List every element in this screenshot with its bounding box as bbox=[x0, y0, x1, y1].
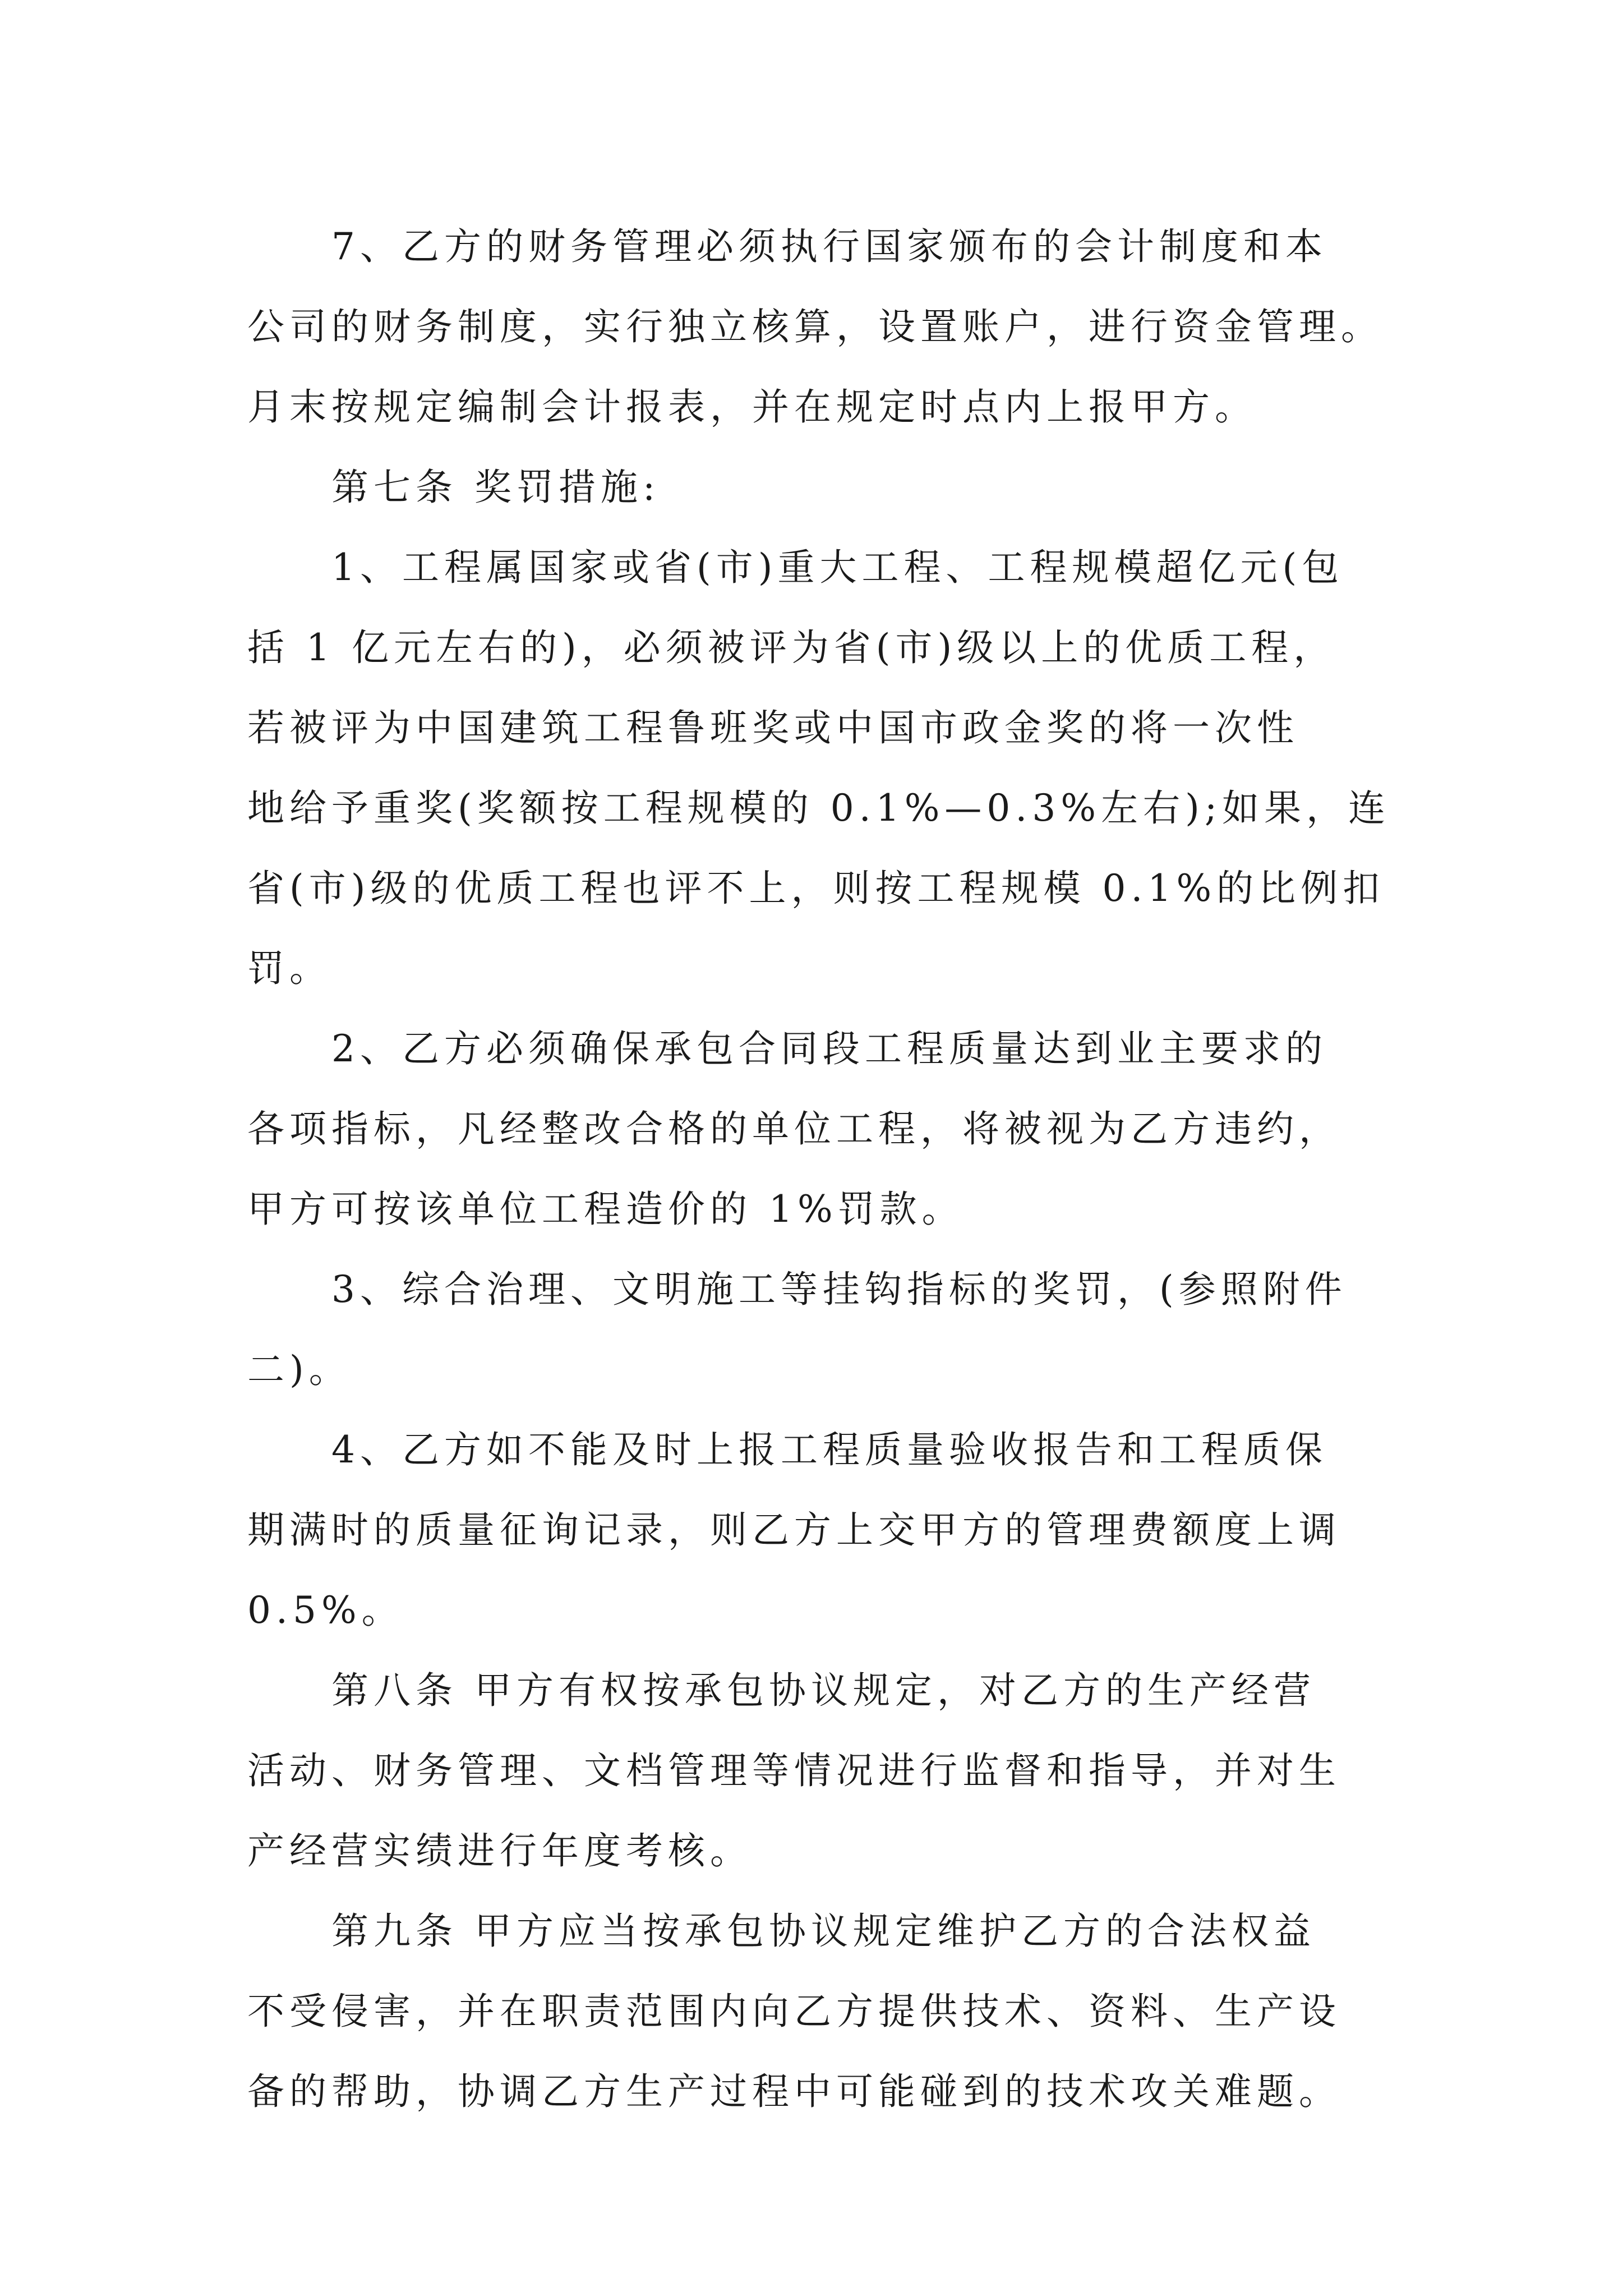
text-line: 1、工程属国家或省(市)重大工程、工程规模超亿元(包 bbox=[331, 546, 1344, 589]
text-line: 4、乙方如不能及时上报工程质量验收报告和工程质保 bbox=[331, 1428, 1327, 1471]
text-line: 0.5%。 bbox=[247, 1589, 404, 1632]
text-line: 3、综合治理、文明施工等挂钩指标的奖罚，(参照附件 bbox=[331, 1268, 1347, 1311]
text-line: 备的帮助，协调乙方生产过程中可能碰到的技术攻关难题。 bbox=[247, 2070, 1341, 2113]
section-heading: 第七条 奖罚措施: bbox=[331, 466, 661, 509]
text-line: 括 1 亿元左右的)，必须被评为省(市)级以上的优质工程， bbox=[247, 626, 1336, 669]
text-line: 省(市)级的优质工程也评不上，则按工程规模 0.1%的比例扣 bbox=[247, 867, 1385, 910]
text-line: 各项指标，凡经整改合格的单位工程，将被视为乙方违约， bbox=[247, 1107, 1341, 1151]
text-line: 若被评为中国建筑工程鲁班奖或中国市政金奖的将一次性 bbox=[247, 706, 1299, 749]
document-body bbox=[247, 206, 1391, 2132]
text-line: 产经营实绩进行年度考核。 bbox=[247, 1829, 752, 1872]
section-heading: 第九条 甲方应当按承包协议规定维护乙方的合法权益 bbox=[331, 1910, 1316, 1953]
text-line: 二)。 bbox=[247, 1348, 351, 1391]
text-line: 2、乙方必须确保承包合同段工程质量达到业主要求的 bbox=[331, 1027, 1327, 1070]
text-line: 7、乙方的财务管理必须执行国家颁布的会计制度和本 bbox=[331, 225, 1327, 268]
text-line: 月末按规定编制会计报表，并在规定时点内上报甲方。 bbox=[247, 385, 1257, 429]
text-line: 罚。 bbox=[247, 947, 331, 990]
text-line: 活动、财务管理、文档管理等情况进行监督和指导，并对生 bbox=[247, 1749, 1341, 1792]
text-line: 公司的财务制度，实行独立核算，设置账户，进行资金管理。 bbox=[247, 305, 1383, 348]
text-line: 不受侵害，并在职责范围内向乙方提供技术、资料、生产设 bbox=[247, 1990, 1341, 2033]
section-heading: 第八条 甲方有权按承包协议规定，对乙方的生产经营 bbox=[331, 1669, 1316, 1712]
text-line: 地给予重奖(奖额按工程规模的 0.1%—0.3%左右);如果，连 bbox=[247, 786, 1391, 830]
text-line: 甲方可按该单位工程造价的 1%罚款。 bbox=[247, 1188, 964, 1231]
text-line: 期满时的质量征询记录，则乙方上交甲方的管理费额度上调 bbox=[247, 1508, 1341, 1552]
